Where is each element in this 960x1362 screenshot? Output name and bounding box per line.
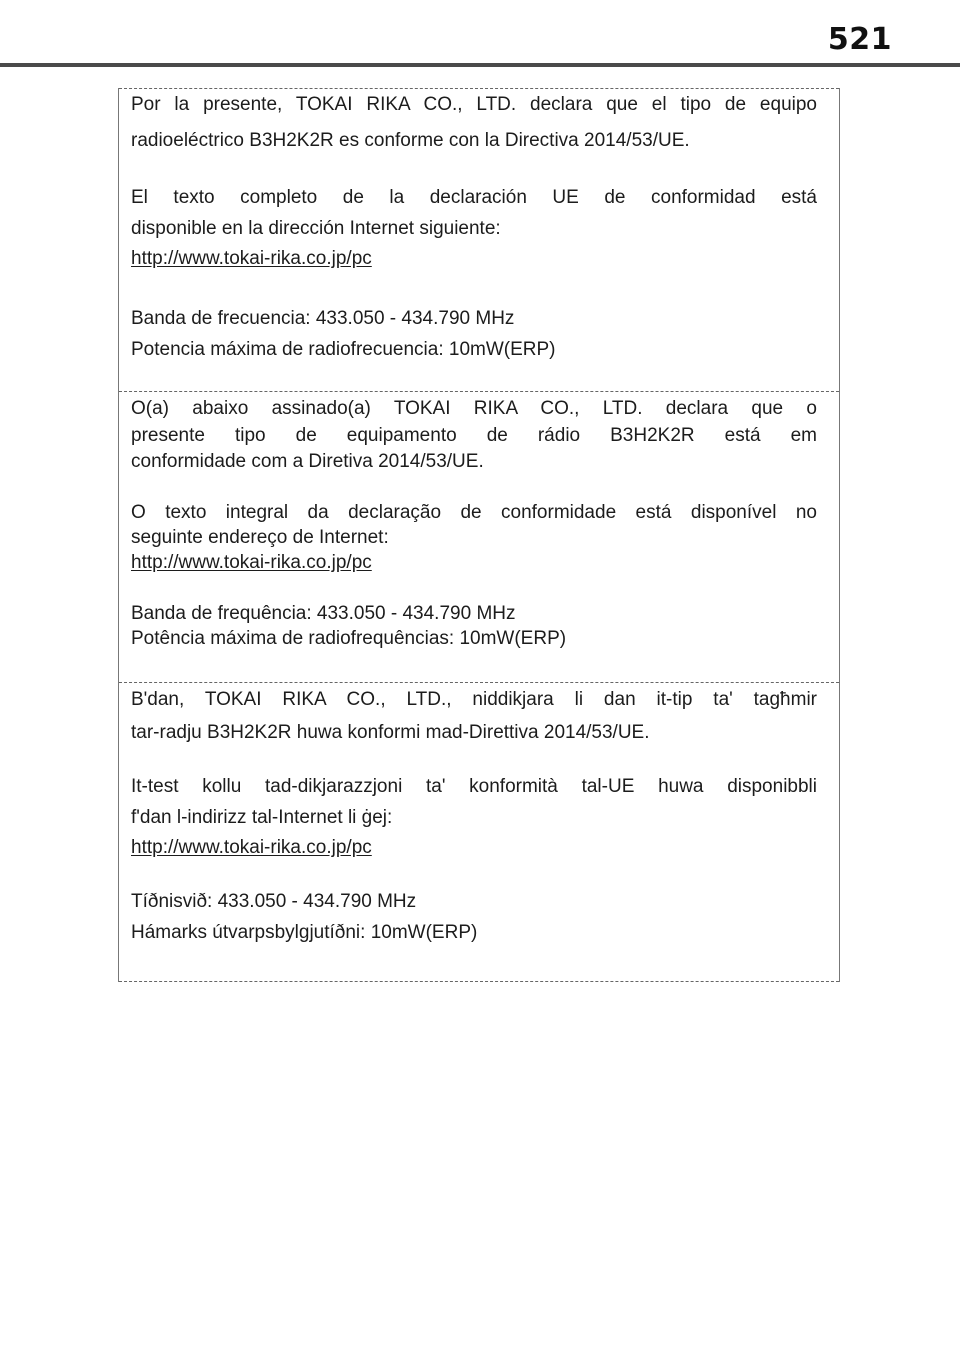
declaration-line: B'dan, TOKAI RIKA CO., LTD., niddikjara li dan it-tip ta' tagħmir — [131, 689, 817, 710]
declaration-line: Potência máxima de radiofrequências: 10mW(ERP) — [131, 628, 567, 649]
declaration-section-maltese — [119, 682, 839, 982]
declaration-line: Potencia máxima de radiofrecuencia: 10mW(ERP) — [131, 339, 556, 360]
declaration-section-portuguese — [119, 391, 839, 682]
declaration-line: seguinte endereço de Internet: — [131, 527, 389, 548]
declaration-section-spanish — [119, 88, 839, 391]
declaration-line: tar-radju B3H2K2R huwa konformi mad-Direttiva 2014/53/UE. — [131, 722, 650, 743]
declaration-link[interactable]: http://www.tokai-rika.co.jp/pc — [131, 837, 372, 858]
declaration-line: Banda de frecuencia: 433.050 - 434.790 MHz — [131, 308, 515, 329]
declaration-line: Tíðnisvið: 433.050 - 434.790 MHz — [131, 891, 417, 912]
declaration-line: It-test kollu tad-dikjarazzjoni ta' konformità tal-UE huwa disponibbli — [131, 776, 817, 797]
header-rule — [0, 63, 960, 67]
declaration-line: El texto completo de la declaración UE de conformidad está — [131, 187, 817, 208]
declaration-line: presente tipo de equipamento de rádio B3H2K2R está em — [131, 425, 817, 446]
declaration-line: disponible en la dirección Internet siguiente: — [131, 218, 501, 239]
declaration-line: O texto integral da declaração de conformidade está disponível no — [131, 502, 817, 523]
declaration-line: conformidade com a Diretiva 2014/53/UE. — [131, 451, 484, 472]
declaration-line: Por la presente, TOKAI RIKA CO., LTD. declara que el tipo de equipo — [131, 94, 817, 115]
declaration-link[interactable]: http://www.tokai-rika.co.jp/pc — [131, 552, 372, 573]
declaration-line: Hámarks útvarpsbylgjutíðni: 10mW(ERP) — [131, 922, 478, 943]
declaration-box — [118, 88, 840, 982]
declaration-line: O(a) abaixo assinado(a) TOKAI RIKA CO., LTD. declara que o — [131, 398, 817, 419]
declaration-line: Banda de frequência: 433.050 - 434.790 MHz — [131, 603, 516, 624]
declaration-link[interactable]: http://www.tokai-rika.co.jp/pc — [131, 248, 372, 269]
page-number: 521 — [827, 22, 892, 57]
declaration-line: radioeléctrico B3H2K2R es conforme con la Directiva 2014/53/UE. — [131, 130, 690, 151]
declaration-line: f'dan l-indirizz tal-Internet li ġej: — [131, 807, 393, 828]
